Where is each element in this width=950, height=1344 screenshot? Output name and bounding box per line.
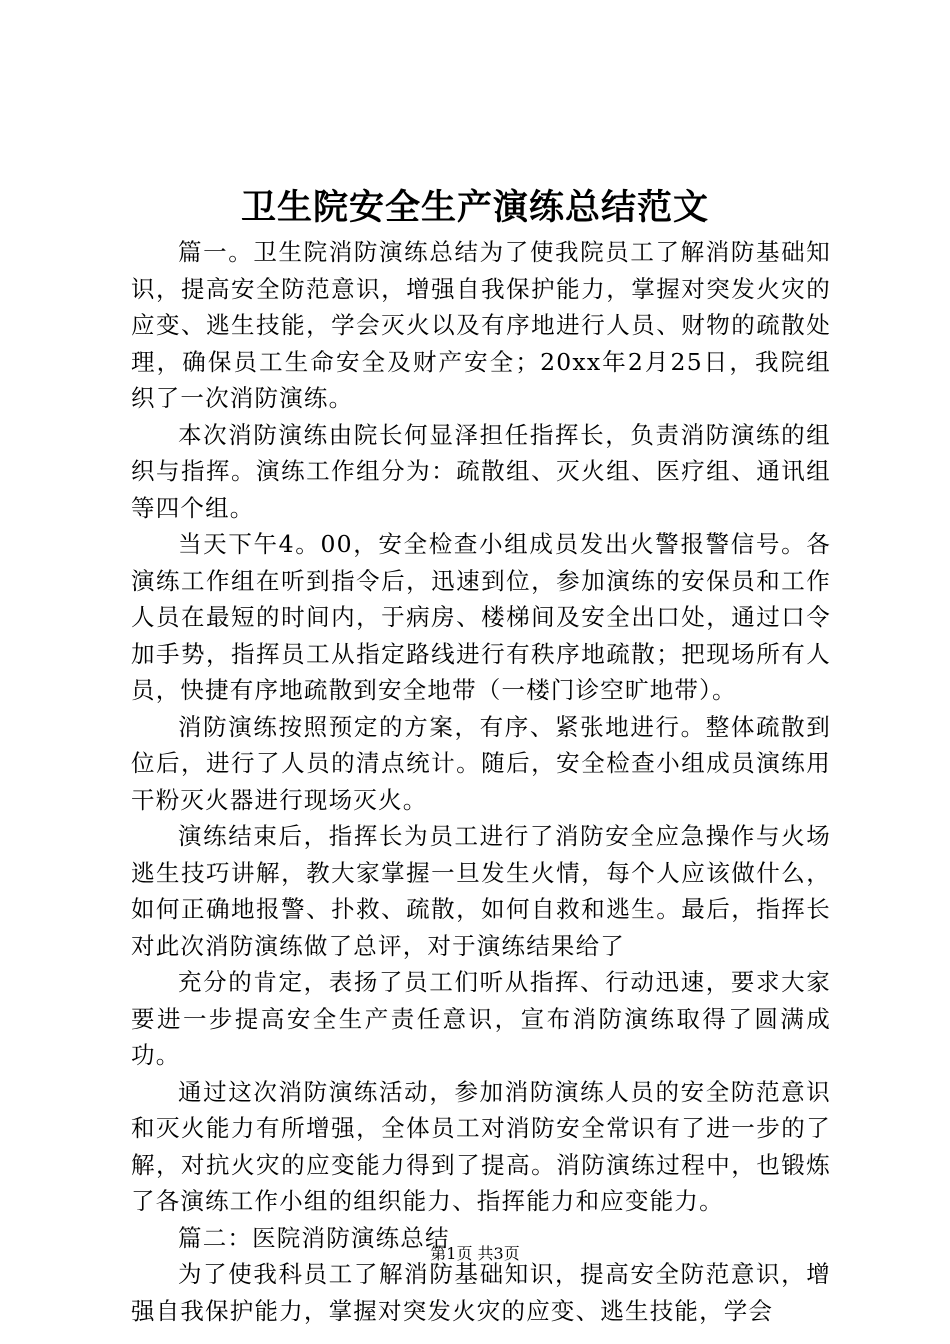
paragraph: 消防演练按照预定的方案，有序、紧张地进行。整体疏散到位后，进行了人员的清点统计。随后，安全检查小组成员演练用干粉灭火器进行现场灭火。 xyxy=(131,712,831,814)
paragraph: 演练结束后，指挥长为员工进行了消防安全应急操作与火场逃生技巧讲解，教大家掌握一旦发生火情，每个人应该做什么，如何正确地报警、扑救、疏散，如何自救和逃生。最后，指挥长对此次消防演练做了总评，对于演练结果给了 xyxy=(131,822,831,960)
document-body xyxy=(131,234,831,1329)
paragraph: 为了使我科员工了解消防基础知识，提高安全防范意识，增强自我保护能力，掌握对突发火灾的应变、逃生技能，学会 xyxy=(131,1260,831,1325)
section-heading: 篇二：医院消防演练总结 xyxy=(178,1223,450,1252)
paragraph: 当天下午4。00，安全检查小组成员发出火警报警信号。各演练工作组在听到指令后，迅速到位，参加演练的安保员和工作人员在最短的时间内，于病房、楼梯间及安全出口处，通过口令加手势，指挥员工从指定路线进行有秩序地疏散；把现场所有人员，快捷有序地疏散到安全地带（一楼门诊空旷地带）。 xyxy=(131,530,831,704)
paragraph: 篇一。卫生院消防演练总结为了使我院员工了解消防基础知识，提高安全防范意识，增强自我保护能力，掌握对突发火灾的应变、逃生技能，学会灭火以及有序地进行人员、财物的疏散处理，确保员工生命安全及财产安全；20xx年2月25日，我院组织了一次消防演练。 xyxy=(131,238,831,412)
paragraph: 本次消防演练由院长何显泽担任指挥长，负责消防演练的组织与指挥。演练工作组分为：疏散组、灭火组、医疗组、通讯组等四个组。 xyxy=(131,420,831,522)
document-title: 卫生院安全生产演练总结范文 xyxy=(240,187,709,228)
paragraph: 充分的肯定，表扬了员工们听从指挥、行动迅速，要求大家要进一步提高安全生产责任意识，宣布消防演练取得了圆满成功。 xyxy=(131,968,831,1069)
paragraph: 通过这次消防演练活动，参加消防演练人员的安全防范意识和灭火能力有所增强，全体员工对消防安全常识有了进一步的了解，对抗火灾的应变能力得到了提高。消防演练过程中，也锻炼了各演练工作小组的组织能力、指挥能力和应变能力。 xyxy=(131,1077,831,1215)
page-number-footer: 第1页 共3页 xyxy=(430,1244,520,1263)
